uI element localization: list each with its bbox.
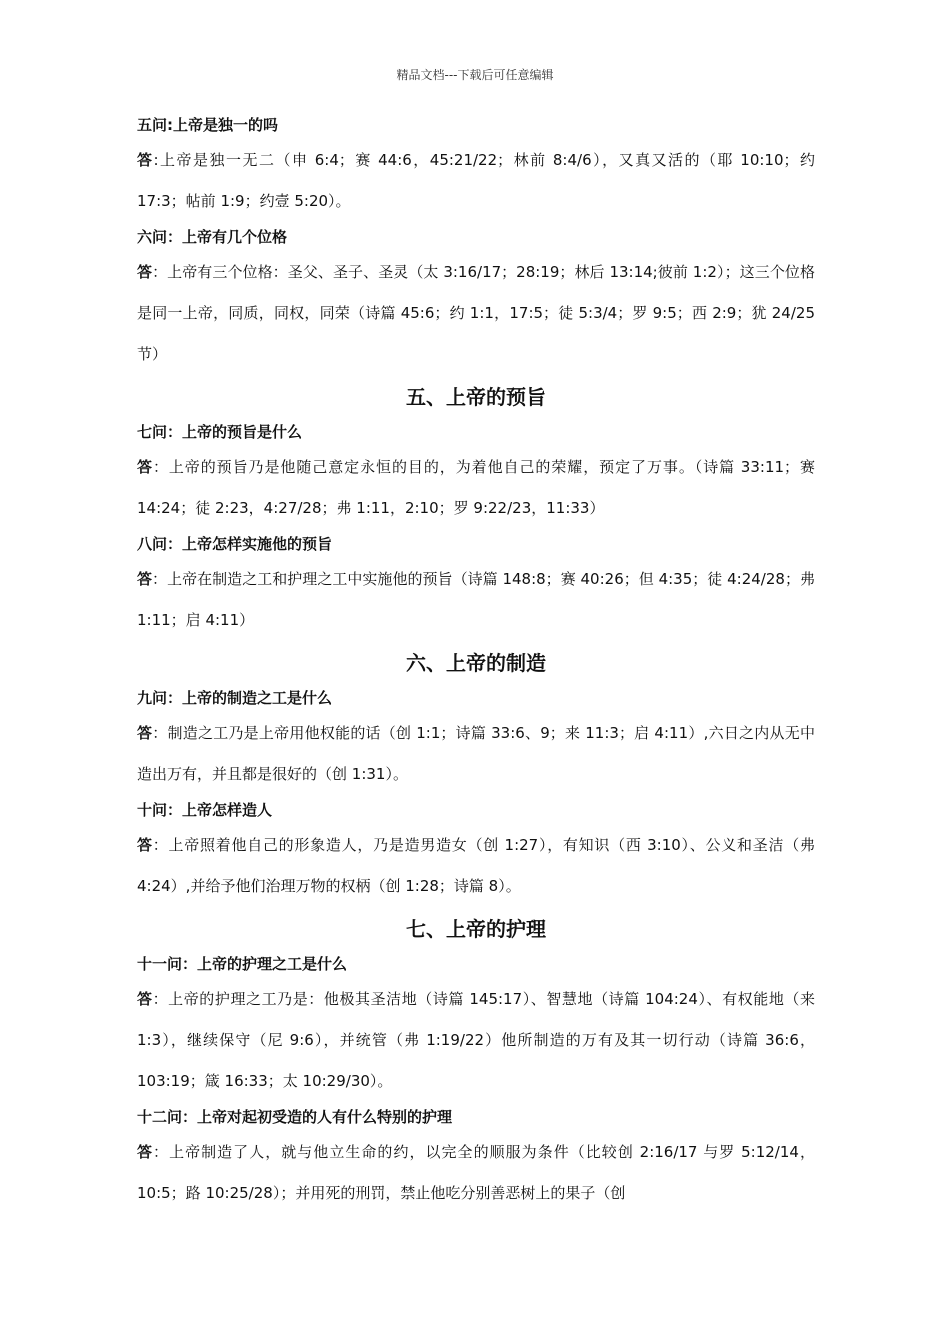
answer-paragraph xyxy=(137,979,815,1102)
answer-text: 上帝照着他自己的形象造人，乃是造男造女（创 1:27），有知识（西 3:10）、公义和圣洁（弗 4:24）,并给予他们治理万物的权柄（创 1:28；诗篇 8）。 xyxy=(137,836,815,895)
answer-label: 答 xyxy=(137,990,153,1008)
question-heading: 七问：上帝的预旨是什么 xyxy=(137,423,303,441)
answer-paragraph xyxy=(137,825,815,907)
section-title: 六、上帝的制造 xyxy=(406,651,546,675)
question-heading: 十二问：上帝对起初受造的人有什么特别的护理 xyxy=(137,1108,453,1126)
question-heading: 十问：上帝怎样造人 xyxy=(137,801,273,819)
answer-paragraph xyxy=(137,1132,815,1214)
answer-label: 答 xyxy=(137,836,153,854)
answer-paragraph xyxy=(137,713,815,795)
document-body xyxy=(137,110,815,1214)
section-title: 五、上帝的预旨 xyxy=(406,385,546,409)
answer-paragraph xyxy=(137,252,815,375)
section-title: 七、上帝的护理 xyxy=(406,917,546,941)
answer-text: 上帝的护理之工乃是：他极其圣洁地（诗篇 145:17）、智慧地（诗篇 104:24）、有权能地（来 1:3），继续保守（尼 9:6），并统管（弗 1:19/22）他所制造的万有及其一切行动（诗篇 36:6，103:19；箴 16:33；太 10:29/30）。 xyxy=(137,990,815,1090)
answer-separator: : xyxy=(153,151,159,169)
answer-label: 答 xyxy=(137,724,153,742)
answer-separator: ： xyxy=(152,724,168,742)
question-heading: 九问：上帝的制造之工是什么 xyxy=(137,689,333,707)
question-heading: 五问:上帝是独一的吗 xyxy=(137,116,278,134)
answer-separator: ： xyxy=(152,263,168,281)
answer-paragraph xyxy=(137,559,815,641)
page-header: 精品文档---下载后可任意编辑 xyxy=(396,68,554,82)
answer-paragraph xyxy=(137,140,815,222)
answer-label: 答 xyxy=(137,570,153,588)
answer-separator: ： xyxy=(153,1143,170,1161)
answer-label: 答 xyxy=(137,263,153,281)
answer-paragraph xyxy=(137,447,815,529)
answer-separator: ： xyxy=(152,458,169,476)
answer-separator: ： xyxy=(152,836,169,854)
answer-label: 答 xyxy=(137,458,153,476)
answer-label: 答 xyxy=(137,1143,154,1161)
answer-separator: ： xyxy=(152,990,169,1008)
question-heading: 八问：上帝怎样实施他的预旨 xyxy=(137,535,333,553)
answer-text: 制造之工乃是上帝用他权能的话（创 1:1；诗篇 33:6、9；来 11:3；启 4:11）,六日之内从无中造出万有，并且都是很好的（创 1:31）。 xyxy=(137,724,815,783)
answer-label: 答 xyxy=(137,151,154,169)
answer-text: 上帝的预旨乃是他随己意定永恒的目的，为着他自己的荣耀，预定了万事。（诗篇 33:11；赛 14:24；徒 2:23，4:27/28；弗 1:11，2:10；罗 9:22/23，11:33） xyxy=(137,458,815,517)
answer-text: 上帝有三个位格：圣父、圣子、圣灵（太 3:16/17；28:19；林后 13:14;彼前 1:2）；这三个位格是同一上帝，同质，同权，同荣（诗篇 45:6；约 1:1，17:5；徒 5:3/4；罗 9:5；西 2:9；犹 24/25 节） xyxy=(137,263,815,363)
answer-text: 上帝是独一无二（申 6:4；赛 44:6，45:21/22；林前 8:4/6），又真又活的（耶 10:10；约 17:3；帖前 1:9；约壹 5:20）。 xyxy=(137,151,815,210)
answer-text: 上帝制造了人，就与他立生命的约，以完全的顺服为条件（比较创 2:16/17 与罗 5:12/14，10:5；路 10:25/28）；并用死的刑罚，禁止他吃分别善恶树上的果子（创 xyxy=(137,1143,815,1202)
answer-separator: ： xyxy=(152,570,168,588)
answer-text: 上帝在制造之工和护理之工中实施他的预旨（诗篇 148:8；赛 40:26；但 4:35；徒 4:24/28；弗 1:11；启 4:11） xyxy=(137,570,815,629)
question-heading: 十一问：上帝的护理之工是什么 xyxy=(137,955,348,973)
question-heading: 六问：上帝有几个位格 xyxy=(137,228,288,246)
